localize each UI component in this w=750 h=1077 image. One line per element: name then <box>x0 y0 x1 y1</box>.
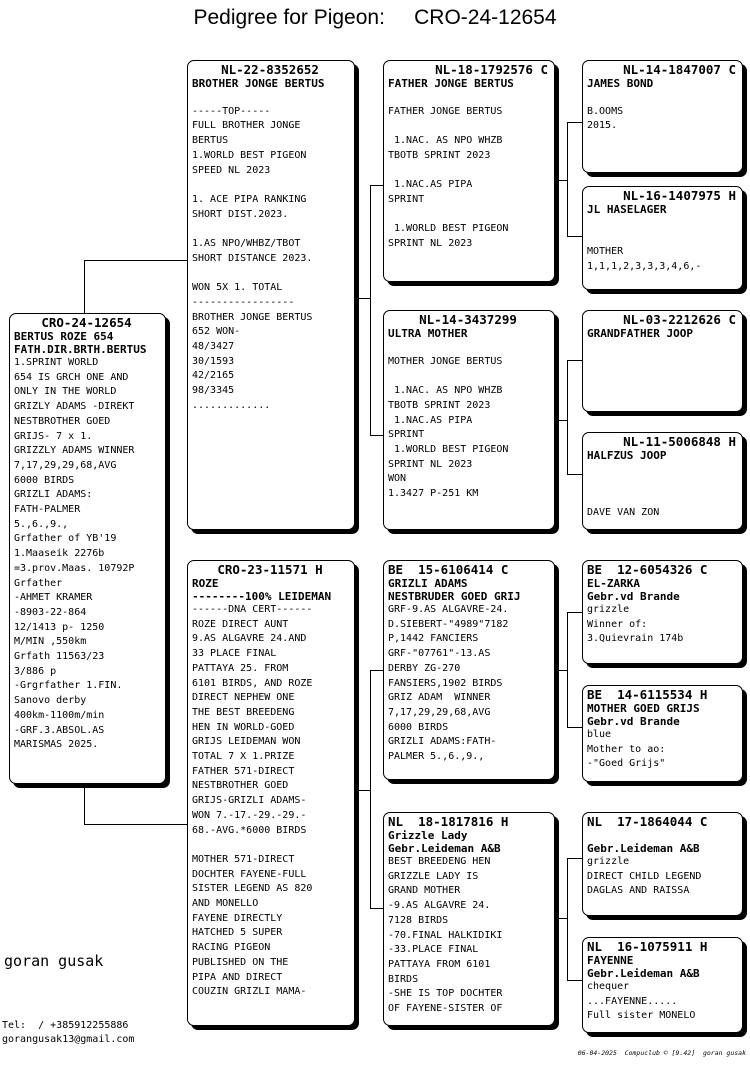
connector <box>84 824 187 825</box>
connector <box>370 185 371 435</box>
connector <box>84 260 85 313</box>
dam-dam-dam-card[interactable] <box>582 937 743 1033</box>
pigeon-notes: DAVE VAN ZON <box>587 507 660 519</box>
connector <box>567 727 582 728</box>
ring-number: BE 12-6054326 C <box>587 562 708 577</box>
pigeon-notes: BEST BREEDENG HEN GRIZZLE LADY IS GRAND MOTHER -9.AS ALGAVRE 24. 7128 BIRDS -70.FINAL HALKIDIKI -33.PLACE FINAL PATTAYA FROM 6101 BIRDS -SHE IS TOP DOCHTER OF FAYENE-SISTER OF <box>388 856 503 1015</box>
pigeon-notes: -----TOP----- FULL BROTHER JONGE BERTUS 1.WORLD BEST PIGEON SPEED NL 2023 1. ACE PIPA RANKING SHORT DIST.2023. 1.AS NPO/WHBZ/TBOT SHORT DISTANCE 2023. WON 5X 1. TOTAL ----------------- BROTHER JONGE BERTUS 652 WON- 48/3427 30/1593 42/2165 98/3345 ............. <box>192 105 313 411</box>
pigeon-name: JAMES BOND <box>587 77 654 90</box>
connector <box>567 858 582 859</box>
connector <box>555 420 567 421</box>
pigeon-name: BROTHER JONGE BERTUS <box>192 77 325 90</box>
sire-sire-card[interactable] <box>383 60 555 282</box>
connector <box>370 670 383 671</box>
connector <box>370 670 371 908</box>
pigeon-name: Gebr.Leideman A&B <box>587 842 700 855</box>
pigeon-name: BERTUS ROZE 654 FATH.DIR.BRTH.BERTUS <box>14 330 147 356</box>
sire-card[interactable] <box>187 60 355 530</box>
ring-number: NL-11-5006848 H <box>623 434 736 449</box>
connector <box>355 790 370 791</box>
ring-number: NL-16-1407975 H <box>623 188 736 203</box>
sire-dam-card[interactable] <box>383 310 555 530</box>
pigeon-name: HALFZUS JOOP <box>587 449 667 462</box>
pigeon-name: ULTRA MOTHER <box>388 327 468 340</box>
connector <box>555 918 567 919</box>
pigeon-notes: grizzle DIRECT CHILD LEGEND DAGLAS AND RAISSA <box>587 856 702 897</box>
pigeon-name: ROZE --------100% LEIDEMAN <box>192 577 332 603</box>
footer-stamp: 06-04-2025 Compuclub © [9.42] goran gusak <box>577 1049 746 1057</box>
dam-card[interactable] <box>187 560 355 1026</box>
pigeon-name: FATHER JONGE BERTUS <box>388 77 514 90</box>
breeder-email: gorangusak13@gmail.com <box>2 1034 135 1045</box>
connector <box>370 185 383 186</box>
ring-number: BE 14-6115534 H <box>587 687 708 702</box>
connector <box>567 360 568 474</box>
main-pigeon-card[interactable] <box>9 313 166 784</box>
connector <box>567 474 582 475</box>
pigeon-notes: blue Mother to ao: -"Goed Grijs" <box>587 729 666 770</box>
sire-dam-dam-card[interactable] <box>582 432 743 530</box>
pigeon-notes: B.OOMS 2015. <box>587 105 624 132</box>
dam-dam-card[interactable] <box>383 812 555 1026</box>
ring-number: NL-03-2212626 C <box>623 312 736 327</box>
pigeon-name: Grizzle Lady Gebr.Leideman A&B <box>388 829 501 855</box>
breeder-phone: Tel: / +385912255886 <box>2 1020 129 1031</box>
connector <box>84 784 85 824</box>
connector <box>567 980 582 981</box>
ring-number: NL-14-3437299 <box>419 312 517 327</box>
dam-sire-dam-card[interactable] <box>582 685 743 782</box>
connector <box>567 858 568 980</box>
pigeon-name: MOTHER GOED GRIJS Gebr.vd Brande <box>587 702 700 728</box>
ring-number: NL 18-1817816 H <box>388 814 509 829</box>
pigeon-notes: MOTHER JONGE BERTUS 1.NAC. AS NPO WHZB TBOTB SPRINT 2023 1.NAC.AS PIPA SPRINT 1.WORLD BEST PIGEON SPRINT NL 2023 WON 1.3427 P-251 KM <box>388 355 509 500</box>
breeder-name: goran gusak <box>4 952 104 970</box>
ring-number: CRO-23-11571 H <box>217 562 323 577</box>
breeder-contact <box>2 1019 134 1047</box>
ring-number: NL-22-8352652 <box>221 62 319 77</box>
title-ring: CRO-24-12654 <box>414 6 557 29</box>
sire-sire-sire-card[interactable] <box>582 60 743 173</box>
ring-number: BE 15-6106414 C <box>388 562 509 577</box>
connector <box>567 612 568 727</box>
dam-sire-sire-card[interactable] <box>582 560 743 664</box>
title-label: Pedigree for Pigeon: <box>193 6 385 29</box>
pigeon-notes: MOTHER 1,1,1,2,3,3,3,4,6,- <box>587 246 702 273</box>
connector <box>567 360 582 361</box>
pigeon-notes: ------DNA CERT------ ROZE DIRECT AUNT 9.AS ALGAVRE 24.AND 33 PLACE FINAL PATTAYA 25. FROM 6101 BIRDS, AND ROZE DIRECT NEPHEW ONE THE BEST BREEDENG HEN IN WORLD-GOED GRIJS LEIDEMAN WON TOTAL 7 X 1.PRIZE FATHER 571-DIRECT NESTBROTHER GOED GRIJS-GRIZLI ADAMS- WON 7.-17.-29.-29.- 68.-AVG.*6000 BIRDS MOTHER 571-DIRECT DOCHTER FAYENE-FULL SISTER LEGEND AS 820 AND MONELLO FAYENE DIRECTLY HATCHED 5 SUPER RACING PIGEON PUBLISHED ON THE PIPA AND DIRECT COUZIN GRIZLI MAMA- <box>192 604 313 998</box>
pigeon-notes: grizzle Winner of: 3.Quievrain 174b <box>587 604 684 645</box>
connector <box>567 122 568 236</box>
connector <box>84 260 187 261</box>
ring-number: CRO-24-12654 <box>41 315 132 330</box>
pigeon-name: JL HASELAGER <box>587 203 667 216</box>
ring-number: NL-14-1847007 C <box>623 62 736 77</box>
connector <box>555 180 567 181</box>
connector <box>567 236 582 237</box>
pigeon-notes: FATHER JONGE BERTUS 1.NAC. AS NPO WHZB TBOTB SPRINT 2023 1.NAC.AS PIPA SPRINT 1.WORLD BEST PIGEON SPRINT NL 2023 <box>388 105 509 250</box>
connector <box>555 670 567 671</box>
connector <box>370 908 383 909</box>
ring-number: NL 16-1075911 H <box>587 939 708 954</box>
ring-number: NL 17-1864044 C <box>587 814 708 829</box>
sire-dam-sire-card[interactable] <box>582 310 743 412</box>
pigeon-name: GRANDFATHER JOOP <box>587 327 693 340</box>
pigeon-name: FAYENNE Gebr.Leideman A&B <box>587 954 700 980</box>
connector <box>567 122 582 123</box>
connector <box>370 435 383 436</box>
pigeon-name: EL-ZARKA Gebr.vd Brande <box>587 577 680 603</box>
dam-dam-sire-card[interactable] <box>582 812 743 916</box>
pigeon-notes: GRF-9.AS ALGAVRE-24. D.SIEBERT-"4989"7182 P,1442 FANCIERS GRF-"07761"-13.AS DERBY ZG-270 FANSIERS,1902 BIRDS GRIZ ADAM WINNER 7,17,29,29,68,AVG 6000 BIRDS GRIZLI ADAMS:FATH- PALMER 5.,6.,9., <box>388 604 509 763</box>
connector <box>567 612 582 613</box>
ring-number: NL-18-1792576 C <box>435 62 548 77</box>
pigeon-notes: 1.SPRINT WORLD 654 IS GRCH ONE AND ONLY IN THE WORLD GRIZLY ADAMS -DIREKT NESTBROTHER GOED GRIJS- 7 x 1. GRIZZLY ADAMS WINNER 7,17,29,29,68,AVG 6000 BIRDS GRIZLI ADAMS: FATH-PALMER 5.,6.,9., Grfather of YB'19 1.Maaseik 2276b =3.prov.Maas. 10792P Grfather -AHMET KRAMER -8903-22-864 12/1413 p- 1250 M/MIN ,550km Grfath 11563/23 3/886 p -Grgrfather 1.FIN. Sanovo derby 400km-1100m/min -GRF.3.ABSOL.AS MARISMAS 2025. <box>14 357 135 751</box>
connector <box>355 298 370 299</box>
page-title <box>0 6 750 30</box>
pigeon-notes: chequer ...FAYENNE..... Full sister MONELO <box>587 981 696 1022</box>
pigeon-name: GRIZLI ADAMS NESTBRUDER GOED GRIJ <box>388 577 521 603</box>
sire-sire-dam-card[interactable] <box>582 186 743 290</box>
dam-sire-card[interactable] <box>383 560 555 780</box>
